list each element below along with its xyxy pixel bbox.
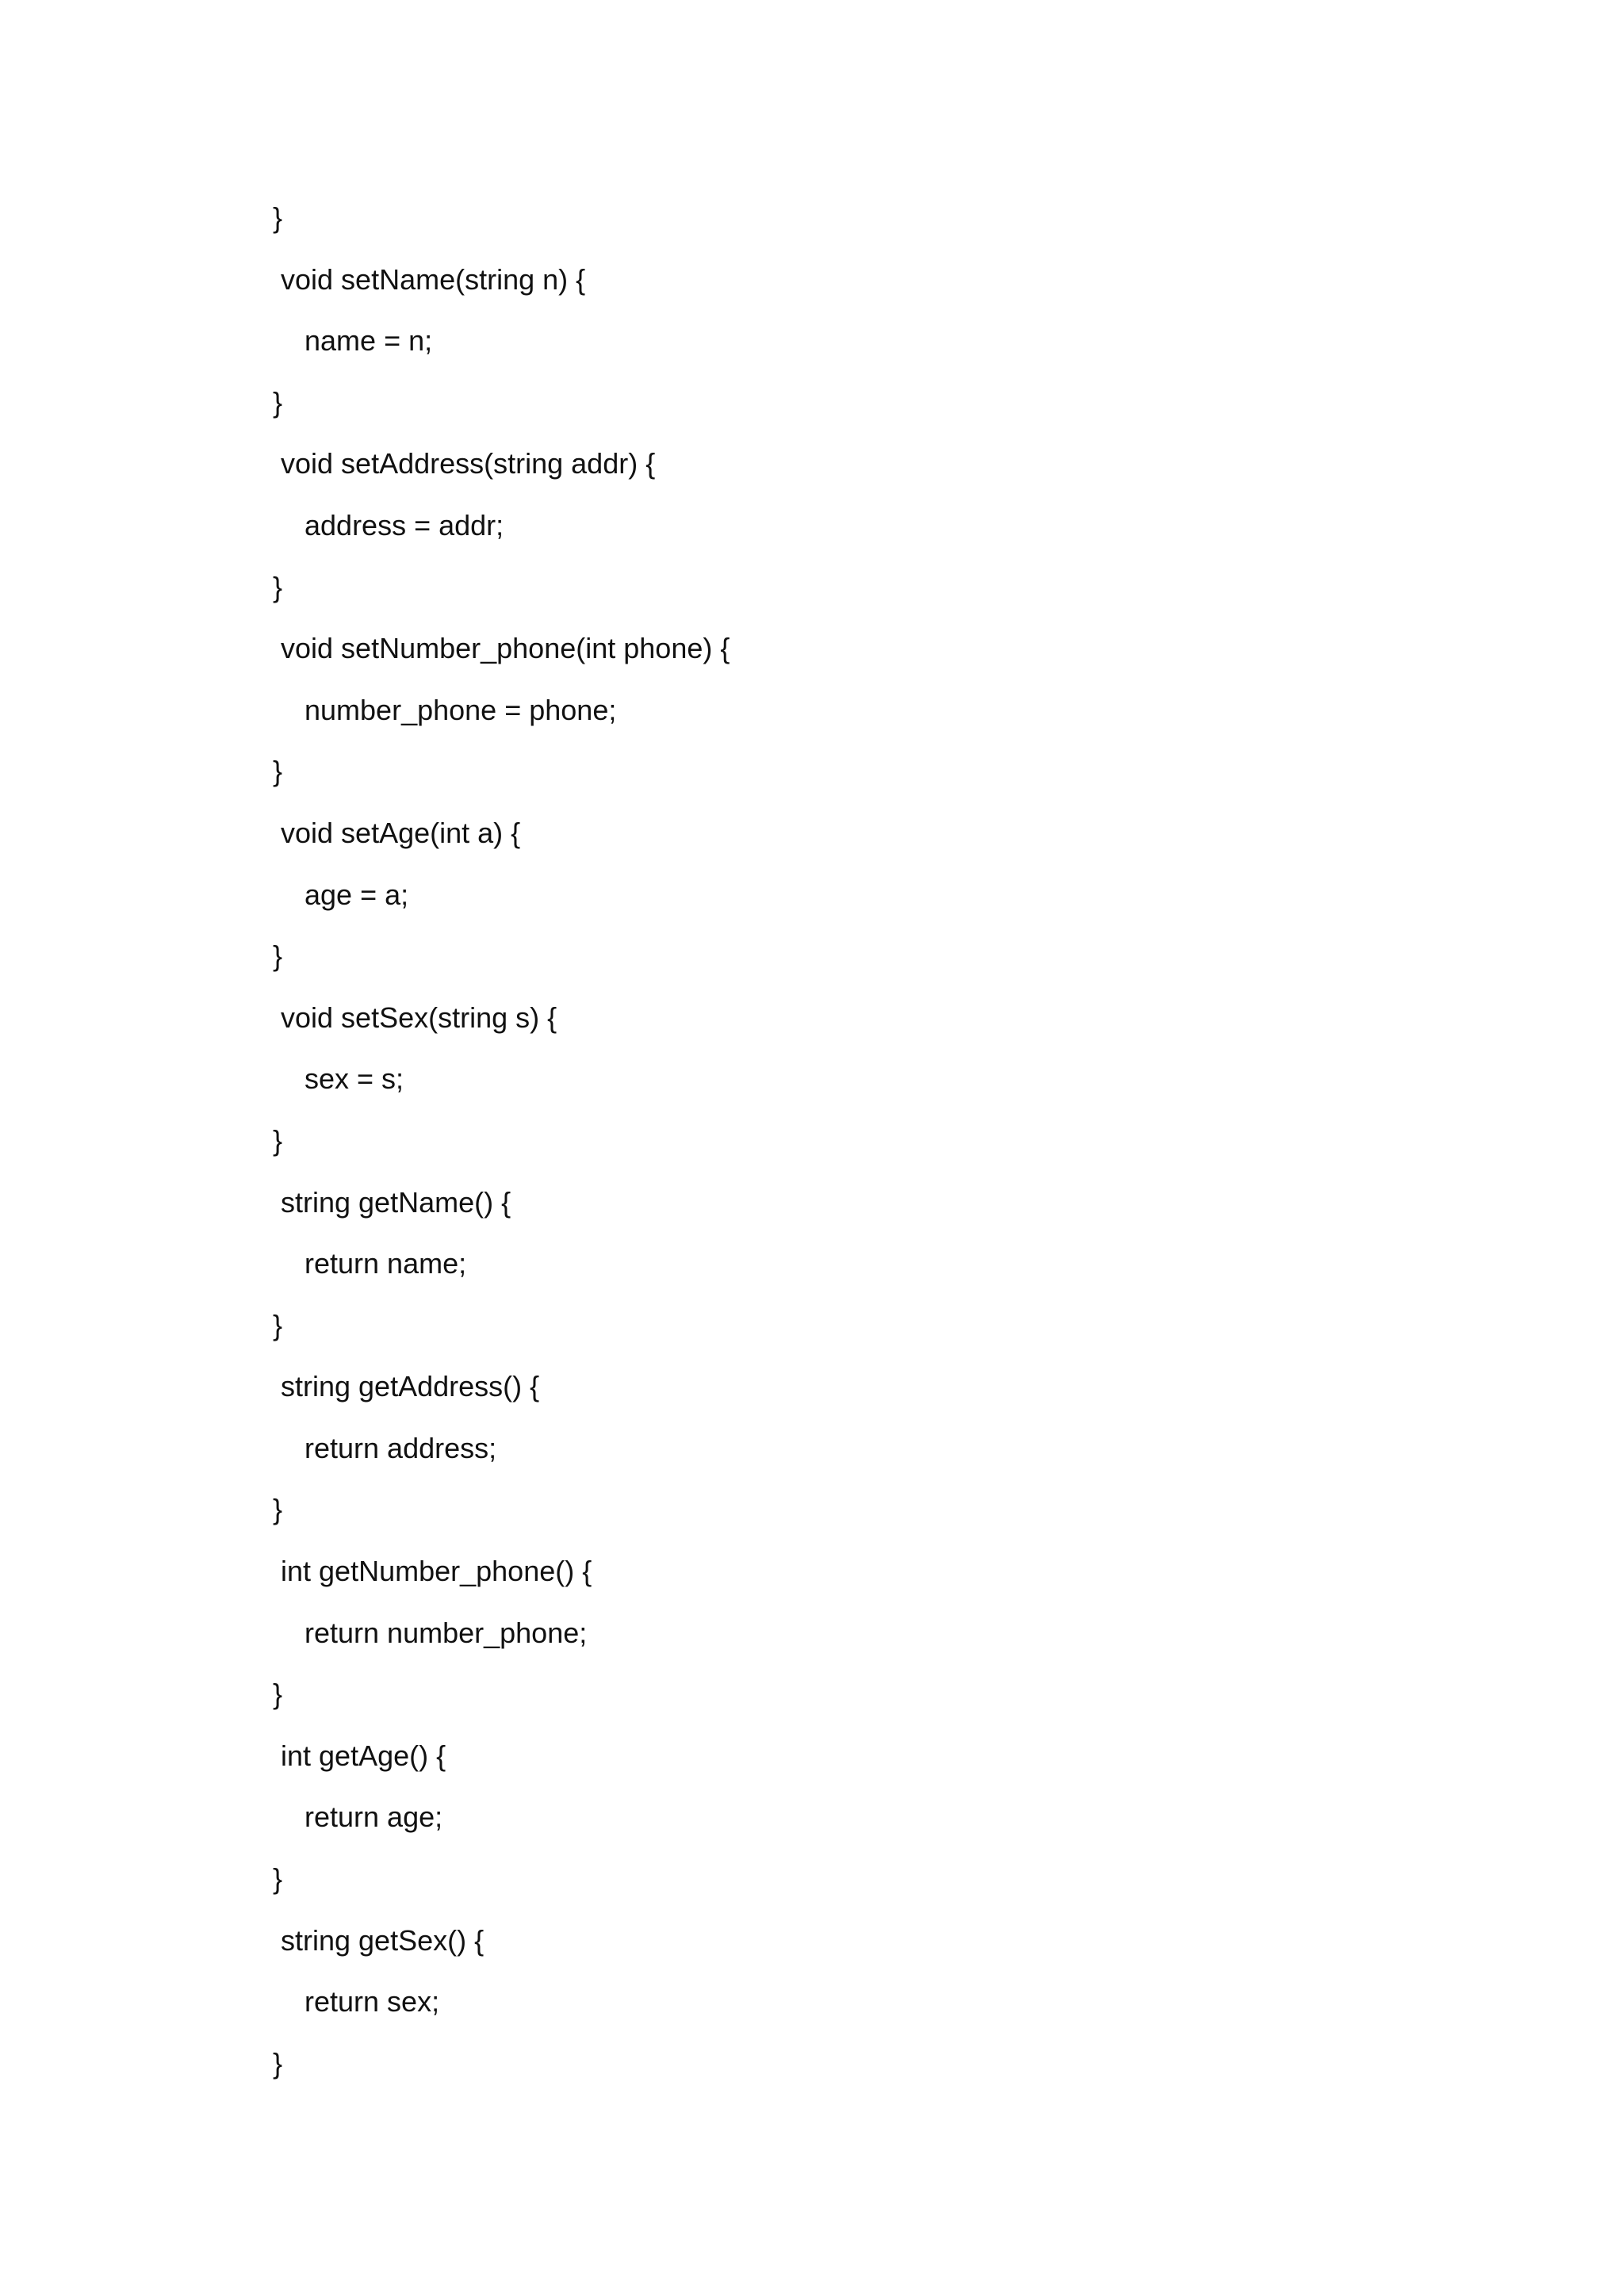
- code-line: string getSex() {: [273, 1923, 485, 1957]
- code-line: }: [273, 1308, 283, 1341]
- code-line: }: [273, 755, 283, 788]
- code-line: string getAddress() {: [273, 1370, 540, 1403]
- code-line: void setName(string n) {: [273, 262, 586, 296]
- code-line: int getAge() {: [273, 1739, 446, 1772]
- code-line: void setAge(int a) {: [273, 816, 521, 849]
- code-line: }: [273, 1123, 283, 1157]
- code-line: int getNumber_phone() {: [273, 1555, 592, 1588]
- code-line: string getName() {: [273, 1185, 511, 1219]
- code-block: [273, 187, 1383, 2094]
- code-line: void setAddress(string addr) {: [273, 447, 656, 480]
- code-line: name = n;: [273, 324, 433, 358]
- code-line: address = addr;: [273, 508, 504, 541]
- code-line: return address;: [273, 1431, 497, 1464]
- code-line: return sex;: [273, 1985, 440, 2019]
- code-line: }: [273, 1493, 283, 1526]
- code-line: void setSex(string s) {: [273, 1001, 557, 1034]
- code-line: }: [273, 201, 283, 234]
- code-line: void setNumber_phone(int phone) {: [273, 632, 730, 665]
- code-line: }: [273, 385, 283, 419]
- code-line: return age;: [273, 1800, 443, 1834]
- code-line: return number_phone;: [273, 1616, 588, 1649]
- code-line: }: [273, 570, 283, 603]
- code-line: }: [273, 939, 283, 973]
- code-line: }: [273, 2046, 283, 2080]
- code-line: }: [273, 1678, 283, 1711]
- code-line: }: [273, 1862, 283, 1896]
- code-line: return name;: [273, 1247, 467, 1280]
- code-line: sex = s;: [273, 1062, 404, 1096]
- code-line: age = a;: [273, 878, 409, 911]
- code-line: number_phone = phone;: [273, 693, 617, 726]
